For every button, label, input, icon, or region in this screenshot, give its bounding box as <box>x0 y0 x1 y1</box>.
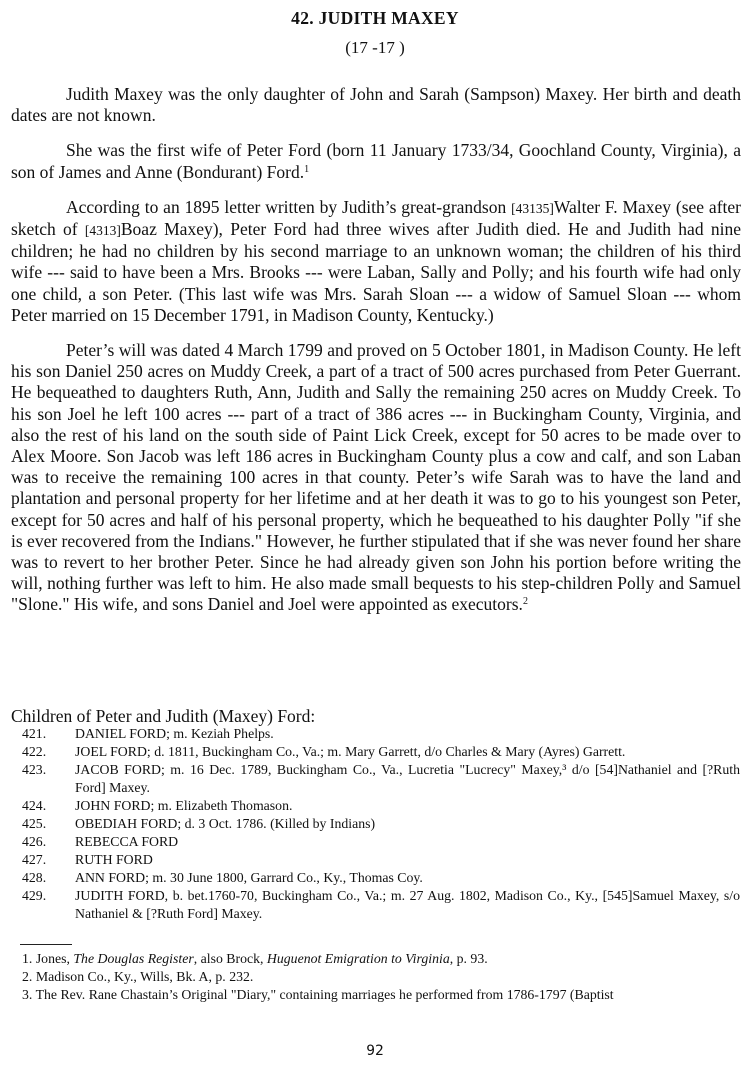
footnote <box>22 968 740 986</box>
footnote-title: The Douglas Register <box>73 951 194 966</box>
biography-body <box>11 84 741 616</box>
child-number: 422. <box>22 744 47 759</box>
person-ref-43135: [43135] <box>511 200 554 216</box>
footnote-marker-1: 1 <box>304 163 310 175</box>
child-number: 427. <box>22 852 47 867</box>
list-item <box>22 815 740 833</box>
page-number: 92 <box>366 1043 384 1059</box>
page-title: 42. JUDITH MAXEY <box>291 8 459 28</box>
footnote-marker-2: 2 <box>522 596 528 608</box>
child-number: 428. <box>22 870 47 885</box>
child-entry: RUTH FORD <box>75 852 153 867</box>
paragraph-marriage-text: She was the first wife of Peter Ford (born 11 January 1733/34, Goochland County, Virginia), a son of James and Anne (Bondurant) Ford. <box>11 140 741 182</box>
child-number: 421. <box>22 726 47 741</box>
list-item <box>22 869 740 887</box>
child-entry: REBECCA FORD <box>75 834 179 849</box>
paragraph-letter <box>11 197 741 326</box>
footnote-number: 1. <box>22 951 33 966</box>
child-entry: DANIEL FORD; m. Keziah Phelps. <box>75 726 274 741</box>
footnote-text: Jones, <box>35 951 74 966</box>
child-entry: ANN FORD; m. 30 June 1800, Garrard Co., Ky., Thomas Coy. <box>75 870 423 885</box>
paragraph-marriage <box>11 140 741 182</box>
footnotes <box>22 950 740 1004</box>
paragraph-letter-text-c: Boaz Maxey), Peter Ford had three wives after Judith died. He and Judith had nine children; he had no children by his second marriage to an unknown woman; the children of his third wife --- said to have been a Mrs. Brooks --- were Laban, Sally and Polly; and his fourth wife had only one child, a son Peter. (This last wife was Mrs. Sarah Sloan --- a widow of Samuel Sloan --- whom Peter married on 15 December 1791, in Madison County, Kentucky.) <box>11 219 741 325</box>
child-entry: JOHN FORD; m. Elizabeth Thomason. <box>75 798 293 813</box>
children-list <box>22 725 740 923</box>
child-number: 426. <box>22 834 47 849</box>
footnote-text: The Rev. Rane Chastain’s Original "Diary," containing marriages he performed from 1786-1797 (Baptist <box>35 987 614 1002</box>
child-entry: JUDITH FORD, b. bet.1760-70, Buckingham Co., Va.; m. 27 Aug. 1802, Madison Co., Ky., [545]Samuel Maxey, s/o Nathaniel & [?Ruth Ford] Maxey. <box>75 888 740 921</box>
list-item <box>22 761 740 797</box>
footnote-title: Huguenot Emigration to Virginia <box>266 951 450 966</box>
paragraph-letter-text-b: Walter F. Maxey (see after sketch of <box>11 196 741 240</box>
child-entry: OBEDIAH FORD; d. 3 Oct. 1786. (Killed by Indians) <box>75 816 376 831</box>
paragraph-letter-text-a: According to an 1895 letter written by Judith’s great-grandson <box>66 196 512 217</box>
child-number: 429. <box>22 888 47 903</box>
person-ref-4313: [4313] <box>84 223 121 239</box>
paragraph-will-text: Peter’s will was dated 4 March 1799 and proved on 5 October 1801, in Madison County. He left his son Daniel 250 acres on Muddy Creek, a part of a tract of 500 acres purchased from Peter Guerrant. He bequeathed to daughters Ruth, Ann, Judith and Sally the remaining 250 acres on Muddy Creek. To his son Joel he left 100 acres --- part of a tract of 386 acres --- in Buckingham County, Virginia, and also the rest of his land on the south side of Paint Lick Creek, except for 50 acres to be made over to Alex Moore. Son Jacob was left 186 acres in Buckingham County plus a cow and calf, and son Laban was to receive the remaining 100 acres in that county. Peter’s wife Sarah was to have the land and plantation and personal property for her lifetime and at her death it was to go to his youngest son Peter, except for 50 acres and half of his personal property, which he bequeathed to his daughter Polly "if she is ever recovered from the Indians." However, he further stipulated that if she was never found her share was to revert to her brother Peter. Since he had already given son John his portion before writing the will, nothing further was left to him. He also made small bequests to his step-children Polly and Samuel "Slone." His wife, and sons Daniel and Joel were appointed as executors. <box>11 340 741 615</box>
child-number: 425. <box>22 816 47 831</box>
list-item <box>22 833 740 851</box>
footnote <box>22 950 740 968</box>
footnote-number: 3. <box>22 987 33 1002</box>
footnote <box>22 986 740 1004</box>
child-entry: JACOB FORD; m. 16 Dec. 1789, Buckingham Co., Va., Lucretia "Lucrecy" Maxey,³ d/o [54]Nathaniel and [?Ruth Ford] Maxey. <box>75 762 740 795</box>
child-entry: JOEL FORD; d. 1811, Buckingham Co., Va.; m. Mary Garrett, d/o Charles & Mary (Ayres) Garrett. <box>75 744 626 759</box>
list-item <box>22 851 740 869</box>
child-number: 424. <box>22 798 47 813</box>
list-item <box>22 725 740 743</box>
child-number: 423. <box>22 762 47 777</box>
footnote-number: 2. <box>22 969 33 984</box>
list-item <box>22 887 740 923</box>
footnote-text: , also Brock, <box>193 951 267 966</box>
list-item <box>22 743 740 761</box>
footnote-text: Madison Co., Ky., Wills, Bk. A, p. 232. <box>35 969 254 984</box>
list-item <box>22 797 740 815</box>
children-heading: Children of Peter and Judith (Maxey) Ford: <box>11 706 316 726</box>
footnote-text: , p. 93. <box>449 951 488 966</box>
paragraph-will <box>11 340 741 616</box>
paragraph-parentage: Judith Maxey was the only daughter of John and Sarah (Sampson) Maxey. Her birth and death dates are not known. <box>11 84 741 126</box>
footnote-divider <box>20 944 72 945</box>
life-dates: (17 -17 ) <box>345 38 405 57</box>
